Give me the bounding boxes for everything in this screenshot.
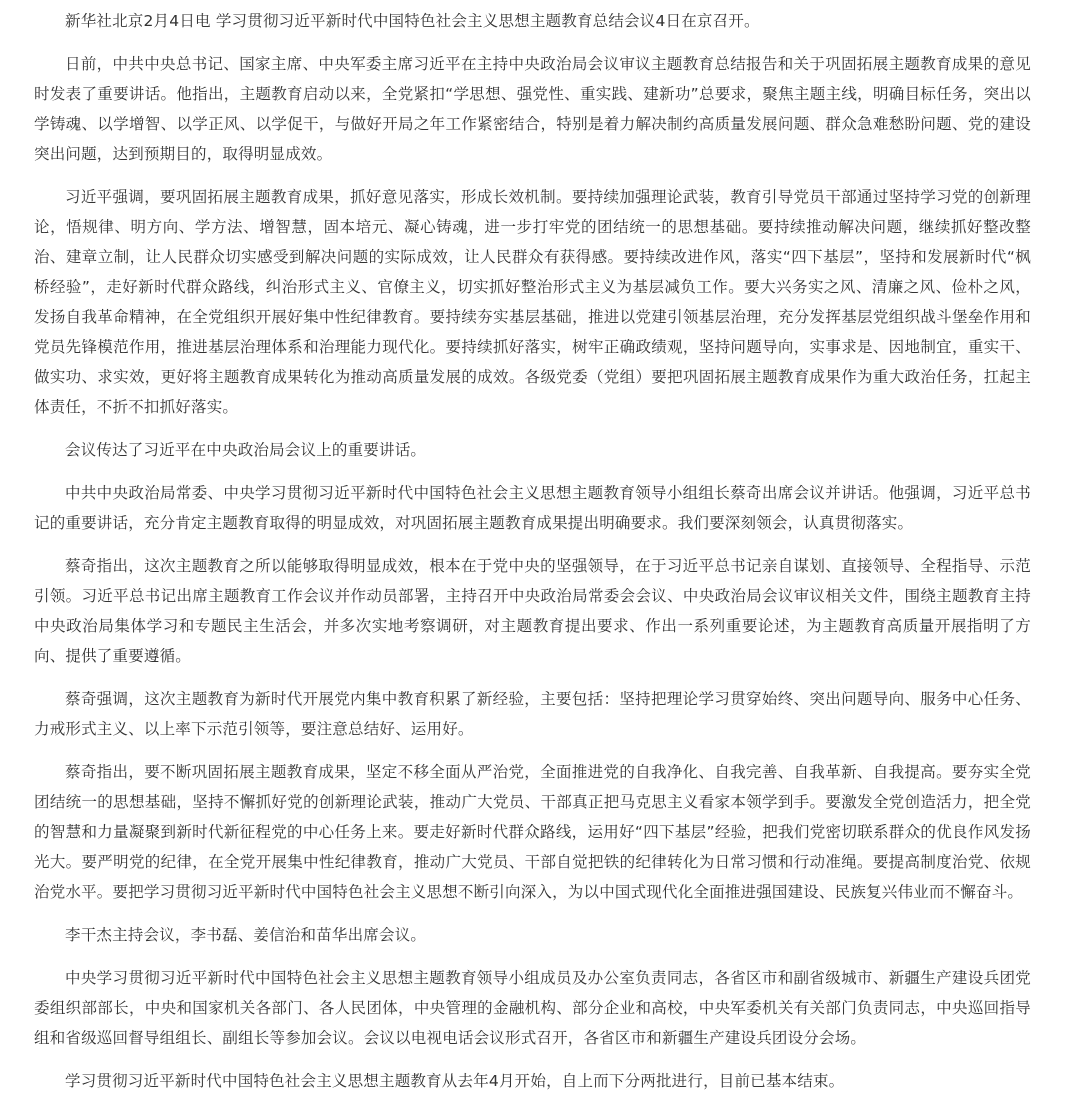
paragraph: 李干杰主持会议，李书磊、姜信治和苗华出席会议。 — [65, 926, 427, 944]
paragraph: 蔡奇指出，要不断巩固拓展主题教育成果，坚定不移全面从严治党，全面推进党的自我净化、自我完善、自我革新、自我提高。要夯实全党团结统一的思想基础，坚持不懈抓好党的创新理论武装，推动广大党员、干部真正把马克思主义看家本领学到手。要激发全党创造活力，把全党的智慧和力量凝聚到新时代新征程党的中心任务上来。要走好新时代群众路线，运用好“四下基层”经验，把我们党密切联系群众的优良作风发扬光大。要严明党的纪律，在全党开展集中性纪律教育，推动广大党员、干部自觉把铁的纪律转化为日常习惯和行动准绳。要提高制度治党、依规治党水平。要把学习贯彻习近平新时代中国特色社会主义思想不断引向深入，为以中国式现代化全面推进强国建设、民族复兴伟业而不懈奋斗。 — [34, 763, 1031, 901]
paragraph: 中央学习贯彻习近平新时代中国特色社会主义思想主题教育领导小组成员及办公室负责同志，各省区市和副省级城市、新疆生产建设兵团党委组织部部长，中央和国家机关各部门、各人民团体，中央管理的金融机构、部分企业和高校，中央军委机关有关部门负责同志，中央巡回指导组和省级巡回督导组组长、副组长等参加会议。会议以电视电话会议形式召开，各省区市和新疆生产建设兵团设分会场。 — [34, 969, 1031, 1047]
paragraph-lead: 新华社北京2月4日电 学习贯彻习近平新时代中国特色社会主义思想主题教育总结会议4日在京召开。 — [65, 12, 760, 30]
paragraph: 会议传达了习近平在中央政治局会议上的重要讲话。 — [65, 441, 427, 459]
article-body — [34, 6, 1031, 1109]
paragraph: 日前，中共中央总书记、国家主席、中央军委主席习近平在主持中央政治局会议审议主题教育总结报告和关于巩固拓展主题教育成果的意见时发表了重要讲话。他指出，主题教育启动以来，全党紧扣“学思想、强党性、重实践、建新功”总要求，聚焦主题主线，明确目标任务，突出以学铸魂、以学增智、以学正风、以学促干，与做好开局之年工作紧密结合，特别是着力解决制约高质量发展问题、群众急难愁盼问题、党的建设突出问题，达到预期目的，取得明显成效。 — [34, 55, 1031, 163]
paragraph: 蔡奇指出，这次主题教育之所以能够取得明显成效，根本在于党中央的坚强领导，在于习近平总书记亲自谋划、直接领导、全程指导、示范引领。习近平总书记出席主题教育工作会议并作动员部署，主持召开中央政治局常委会会议、中央政治局会议审议相关文件，围绕主题教育主持中央政治局集体学习和专题民主生活会，并多次实地考察调研，对主题教育提出要求、作出一系列重要论述，为主题教育高质量开展指明了方向、提供了重要遵循。 — [34, 557, 1031, 665]
paragraph: 学习贯彻习近平新时代中国特色社会主义思想主题教育从去年4月开始，自上而下分两批进行，目前已基本结束。 — [65, 1072, 845, 1090]
paragraph: 习近平强调，要巩固拓展主题教育成果，抓好意见落实，形成长效机制。要持续加强理论武装，教育引导党员干部通过坚持学习党的创新理论，悟规律、明方向、学方法、增智慧，固本培元、凝心铸魂，进一步打牢党的团结统一的思想基础。要持续推动解决问题，继续抓好整改整治、建章立制，让人民群众切实感受到解决问题的实际成效，让人民群众有获得感。要持续改进作风，落实“四下基层”，坚持和发展新时代“枫桥经验”，走好新时代群众路线，纠治形式主义、官僚主义，切实抓好整治形式主义为基层减负工作。要大兴务实之风、清廉之风、俭朴之风，发扬自我革命精神，在全党组织开展好集中性纪律教育。要持续夯实基层基础，推进以党建引领基层治理，充分发挥基层党组织战斗堡垒作用和党员先锋模范作用，推进基层治理体系和治理能力现代化。要持续抓好落实，树牢正确政绩观，坚持问题导向，实事求是、因地制宜，重实干、做实功、求实效，更好将主题教育成果转化为推动高质量发展的成效。各级党委（党组）要把巩固拓展主题教育成果作为重大政治任务，扛起主体责任，不折不扣抓好落实。 — [34, 188, 1031, 416]
paragraph: 中共中央政治局常委、中央学习贯彻习近平新时代中国特色社会主义思想主题教育领导小组组长蔡奇出席会议并讲话。他强调，习近平总书记的重要讲话，充分肯定主题教育取得的明显成效，对巩固拓展主题教育成果提出明确要求。我们要深刻领会，认真贯彻落实。 — [34, 484, 1031, 532]
paragraph: 蔡奇强调，这次主题教育为新时代开展党内集中教育积累了新经验，主要包括：坚持把理论学习贯穿始终、突出问题导向、服务中心任务、力戒形式主义、以上率下示范引领等，要注意总结好、运用好。 — [34, 690, 1031, 738]
